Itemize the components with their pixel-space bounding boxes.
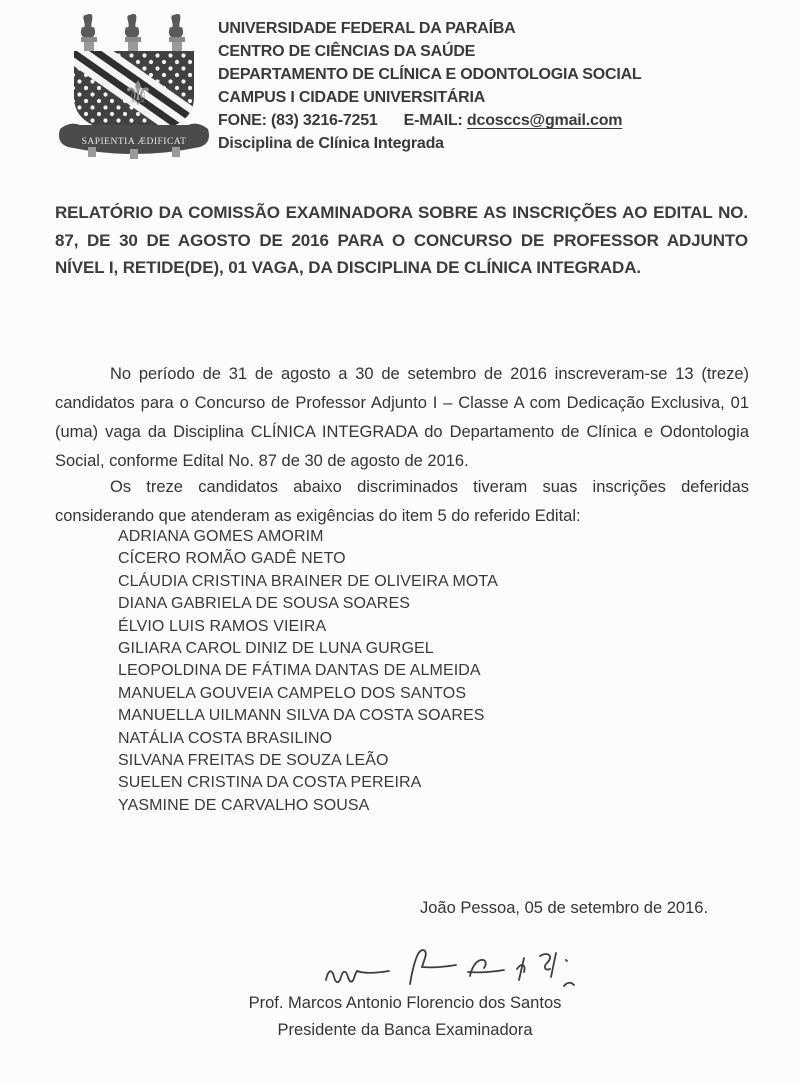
org-center: CENTRO DE CIÊNCIAS DA SAÚDE — [218, 43, 476, 60]
signer-name: Prof. Marcos Antonio Florencio dos Santos — [248, 994, 562, 1012]
list-item: ADRIANA GOMES AMORIM — [118, 528, 324, 545]
logo-motto-text: SAPIENTIA ÆDIFICAT — [81, 137, 187, 147]
letterhead — [218, 17, 758, 155]
list-item: CÍCERO ROMÃO GADÊ NETO — [118, 550, 346, 568]
signer-role: Presidente da Banca Examinadora — [277, 1021, 533, 1039]
list-item: LEOPOLDINA DE FÁTIMA DANTAS DE ALMEIDA — [118, 662, 481, 680]
contact-line — [218, 109, 758, 132]
fleur-de-lis-icon: ⚜ — [122, 75, 154, 113]
list-item: YASMINE DE CARVALHO SOUSA — [118, 796, 370, 814]
email-label: E-MAIL: — [403, 112, 467, 129]
place-and-date: João Pessoa, 05 de setembro de 2016. — [420, 899, 709, 917]
list-item: GILIARA CAROL DINIZ DE LUNA GURGEL — [118, 640, 434, 658]
list-item: DIANA GABRIELA DE SOUSA SOARES — [118, 595, 410, 613]
list-item: SILVANA FREITAS DE SOUZA LEÃO — [118, 752, 389, 770]
org-name: UNIVERSIDADE FEDERAL DA PARAÍBA — [218, 20, 516, 37]
list-item: NATÁLIA COSTA BRASILINO — [118, 729, 333, 747]
list-item: MANUELA GOUVEIA CAMPELO DOS SANTOS — [118, 684, 467, 702]
discipline-line: Disciplina de Clínica Integrada — [218, 135, 444, 152]
signature-block — [180, 990, 630, 1044]
motto-banner — [59, 124, 209, 159]
email-link[interactable]: dcosccs@gmail.com — [466, 112, 623, 129]
torch-icons — [81, 14, 185, 53]
ufpb-coat-of-arms-logo — [50, 12, 218, 160]
list-item: SUELEN CRISTINA DA COSTA PEREIRA — [118, 774, 422, 792]
list-item: ÉLVIO LUIS RAMOS VIEIRA — [118, 617, 327, 635]
org-campus: CAMPUS I CIDADE UNIVERSITÁRIA — [218, 89, 486, 106]
list-item: MANUELLA UILMANN SILVA DA COSTA SOARES — [118, 707, 485, 725]
document-title: RELATÓRIO DA COMISSÃO EXAMINADORA SOBRE AS INSCRIÇÕES AO EDITAL NO. 87, DE 30 DE AGOSTO DE 2016 PARA O CONCURSO DE PROFESSOR ADJUNTO NÍVEL I, RETIDE(DE), 01 VAGA, DA DISCIPLINA DE CLÍNICA INTEGRADA. — [55, 203, 748, 277]
candidate-list — [118, 526, 678, 817]
paragraph-enrollment-period: No período de 31 de agosto a 30 de setembro de 2016 inscreveram-se 13 (treze) candidatos para o Concurso de Professor Adjunto I – Classe A com Dedicação Exclusiva, 01 (uma) vaga da Disciplina CLÍNICA INTEGRADA do Departamento de Clínica e Odontologia Social, conforme Edital No. 87 de 30 de agosto de 2016. — [55, 364, 749, 470]
org-department: DEPARTAMENTO DE CLÍNICA E ODONTOLOGIA SOCIAL — [218, 66, 642, 83]
list-item: CLÁUDIA CRISTINA BRAINER DE OLIVEIRA MOTA — [118, 572, 498, 590]
handwritten-signature — [318, 946, 590, 996]
paragraph-approved-intro: Os treze candidatos abaixo discriminados tiveram suas inscrições deferidas considerando que atenderam as exigências do item 5 do referido Edital: — [55, 477, 749, 525]
phone-number: FONE: (83) 3216-7251 — [218, 112, 378, 129]
